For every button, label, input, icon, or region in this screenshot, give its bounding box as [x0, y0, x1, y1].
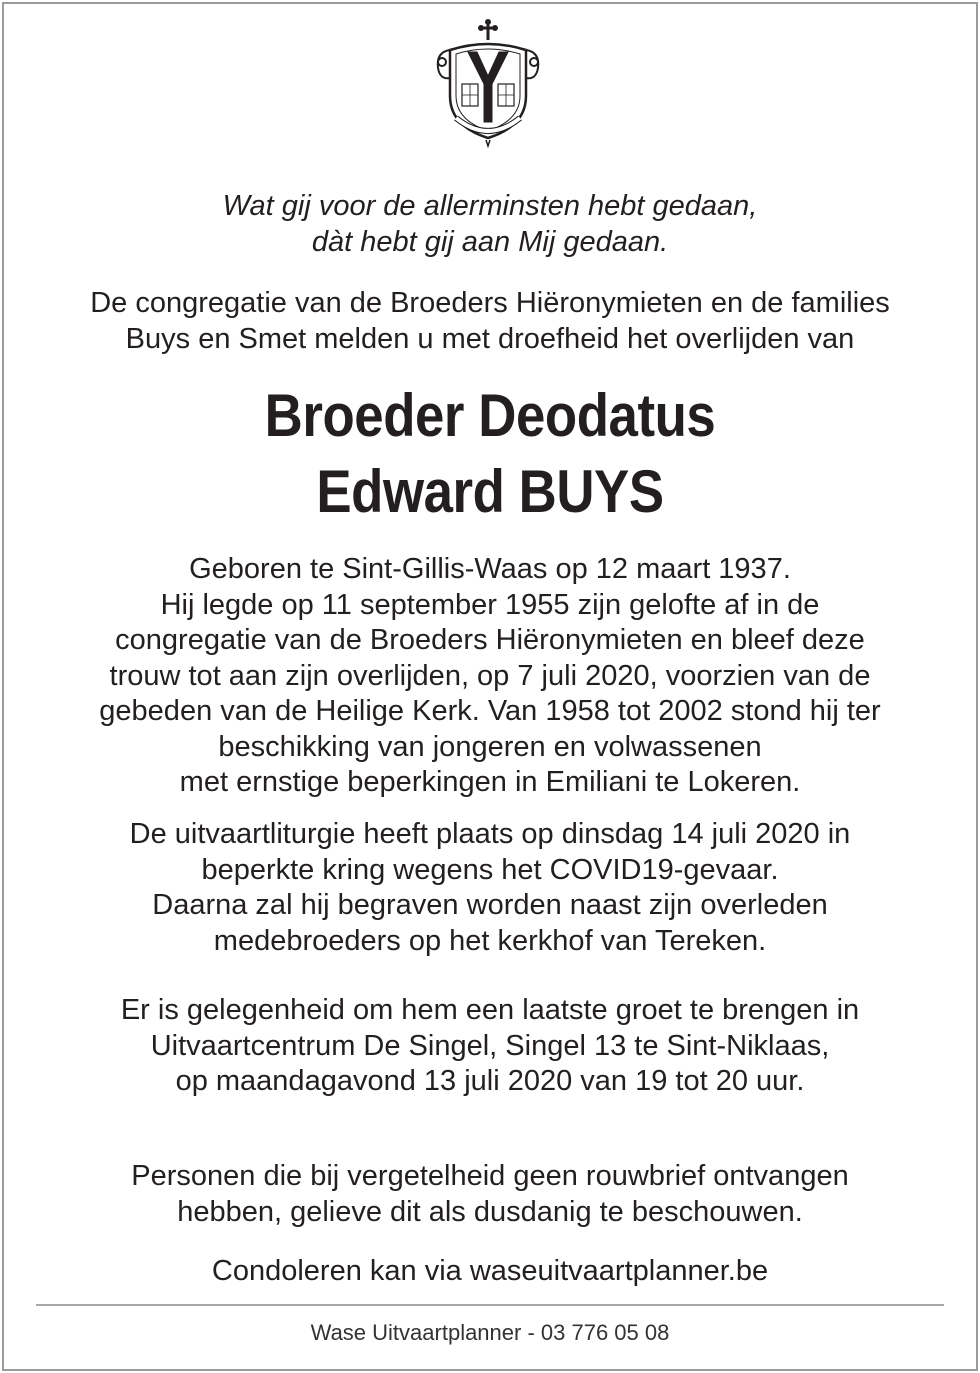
visitation-line: op maandagavond 13 juli 2020 van 19 tot 20 uur. — [175, 1065, 805, 1097]
footer — [0, 1319, 980, 1347]
visitation-info — [0, 993, 980, 1100]
biography-line: Geboren te Sint-Gillis-Waas op 12 maart 1937. — [189, 553, 791, 585]
biography-line: Hij legde op 11 september 1955 zijn gelofte af in de — [160, 588, 820, 621]
biography-line: congregatie van de Broeders Hiëronymieten en bleef deze — [115, 624, 865, 656]
biography-line: met ernstige beperkingen in Emiliani te Lokeren. — [179, 766, 801, 798]
service-line: medebroeders op het kerkhof van Tereken. — [213, 924, 767, 957]
footer-divider — [36, 1304, 944, 1306]
congregation-crest-icon — [432, 18, 544, 148]
biography-line: trouw tot aan zijn overlijden, op 7 juli 2020, voorzien van de — [109, 659, 871, 692]
visitation-line: Er is gelegenheid om hem een laatste groet te brengen in — [120, 994, 860, 1026]
biography-line: gebeden van de Heilige Kerk. Van 1958 tot 2002 stond hij ter — [99, 695, 881, 727]
quote-line: dàt hebt gij aan Mij gedaan. — [311, 226, 669, 258]
deceased-name-line1: Broeder Deodatus — [264, 382, 716, 449]
footer-contact: Wase Uitvaartplanner - 03 776 05 08 — [310, 1320, 670, 1345]
announcement-line: De congregatie van de Broeders Hiëronymieten en de families — [90, 287, 890, 319]
quote-line: Wat gij voor de allerminsten hebt gedaan, — [222, 190, 758, 222]
service-line: De uitvaartliturgie heeft plaats op dinsdag 14 juli 2020 in — [129, 818, 851, 850]
service-line: beperkte kring wegens het COVID19-gevaar. — [201, 853, 779, 886]
service-line: Daarna zal hij begraven worden naast zijn overleden — [152, 889, 828, 921]
notice-line: hebben, gelieve dit als dusdanig te beschouwen. — [177, 1195, 803, 1228]
biography — [0, 552, 980, 801]
scripture-quote — [0, 188, 980, 260]
deceased-name-line2: Edward BUYS — [316, 458, 664, 525]
visitation-line: Uitvaartcentrum De Singel, Singel 13 te Sint-Niklaas, — [150, 1029, 830, 1062]
funeral-service — [0, 817, 980, 959]
announcement — [0, 285, 980, 357]
condolence-text — [0, 1253, 980, 1289]
notice-line: Personen die bij vergetelheid geen rouwbrief ontvangen — [131, 1160, 849, 1192]
announcement-line: Buys en Smet melden u met droefheid het overlijden van — [125, 323, 855, 355]
deceased-name — [59, 378, 921, 530]
biography-line: beschikking van jongeren en volwassenen — [218, 730, 762, 763]
condolence-line: Condoleren kan via waseuitvaartplanner.be — [211, 1255, 769, 1287]
notice — [0, 1159, 980, 1230]
